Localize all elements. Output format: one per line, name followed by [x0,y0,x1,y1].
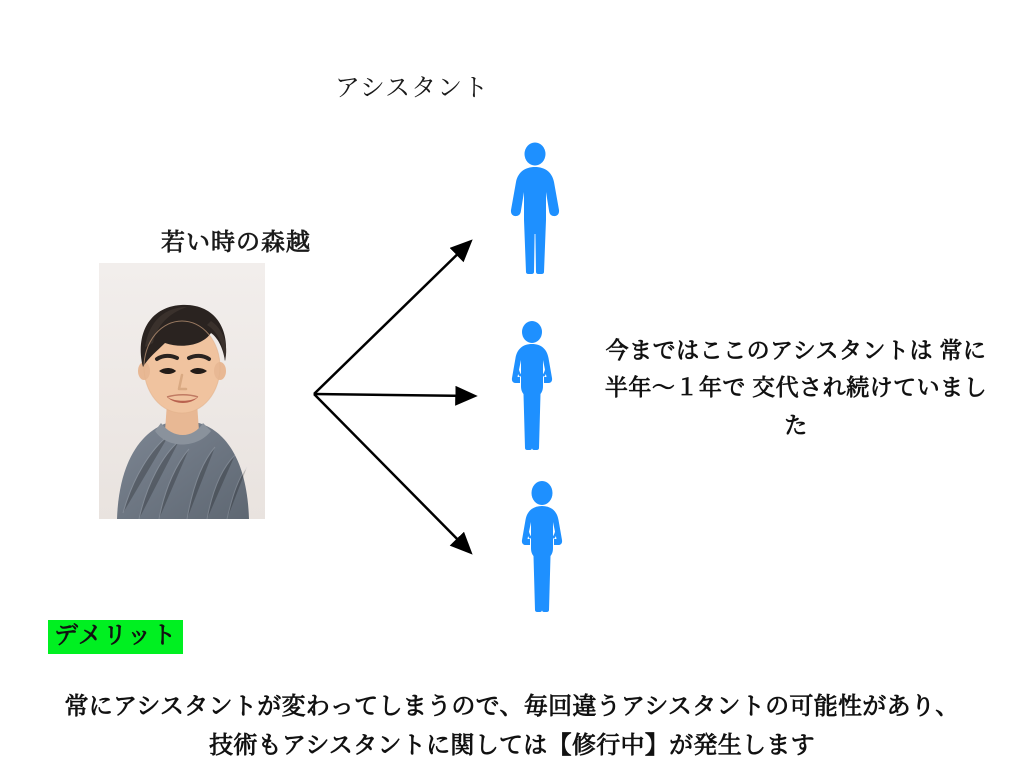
person-hands-on-hips-icon [498,320,566,450]
person-hands-on-hips-icon [508,480,576,612]
arrow-to-assistant-1 [314,242,470,394]
assistant-figure-3 [508,480,576,612]
bottom-description-line-1: 常にアシスタントが変わってしまうので、毎回違うアシスタントの可能性があり、 [64,694,960,720]
assistant-figure-1 [498,142,572,274]
person-standing-icon [498,142,572,274]
arrow-to-assistant-3 [314,394,470,552]
bottom-description [24,688,1000,766]
assistant-figure-2 [498,320,566,450]
right-description-line-1: 今まではここのアシスタントは [605,338,934,363]
right-description-line-2: 常に半年〜１年で [604,338,987,401]
person-photo [99,263,265,519]
person-photo-image [99,263,265,519]
person-label: 若い時の森越 [161,230,311,256]
page-title-text: アシスタント [334,75,490,102]
right-description [596,332,996,444]
arrow-to-assistant-2 [314,394,474,396]
right-description-line-3: 交代され続けていました [752,375,988,438]
bottom-description-line-2: 技術もアシスタントに関しては【修行中】が発生します [209,732,815,759]
page-title [0,68,1024,104]
demerit-badge: デメリット [48,620,183,654]
